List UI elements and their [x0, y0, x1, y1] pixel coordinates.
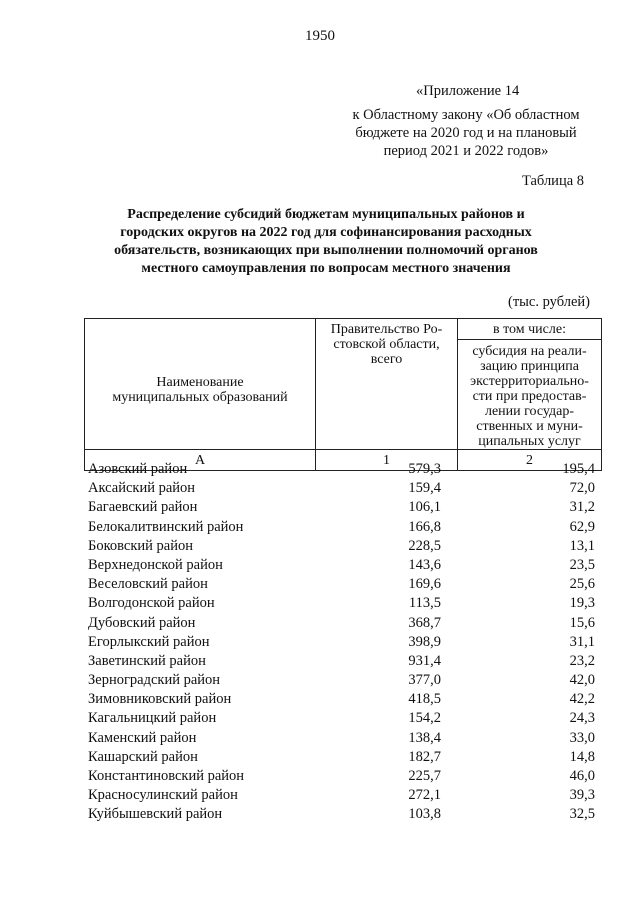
header-gov-line-2: стовской области,	[333, 337, 440, 352]
header-subsidy-line-6: ственных и муни-	[476, 419, 583, 434]
table-row	[88, 633, 598, 652]
row-total: 138,4	[408, 729, 441, 746]
table-row	[88, 518, 598, 537]
header-name-cell	[85, 319, 316, 450]
table-row	[88, 556, 598, 575]
table-row	[88, 748, 598, 767]
row-subsidy: 33,0	[569, 729, 595, 746]
header-index-a: А	[85, 450, 316, 471]
title-line-4: местного самоуправления по вопросам местного значения	[141, 261, 511, 276]
table-row	[88, 479, 598, 498]
row-name: Азовский район	[88, 461, 188, 477]
header-index-2: 2	[458, 450, 602, 471]
table-row	[88, 537, 598, 556]
table-row	[88, 614, 598, 633]
row-name: Багаевский район	[88, 499, 198, 516]
row-name: Красносулинский район	[88, 787, 238, 804]
row-total: 113,5	[408, 595, 441, 612]
row-subsidy: 72,0	[569, 480, 595, 497]
header-gov-line-1: Правительство Ро-	[330, 322, 443, 337]
row-total: 228,5	[408, 537, 441, 554]
row-subsidy: 31,2	[569, 499, 595, 516]
annex-line-2: бюджете на 2020 год и на плановый	[355, 125, 577, 141]
row-subsidy: 23,2	[569, 652, 595, 669]
table-row	[88, 729, 598, 748]
header-name-line-1: Наименование	[156, 375, 244, 390]
row-total: 377,0	[408, 672, 441, 689]
table-row	[88, 460, 598, 479]
row-name: Каменский район	[88, 729, 197, 746]
row-name: Белокалитвинский район	[88, 518, 244, 535]
header-name-line-2: муниципальных образований	[112, 390, 288, 405]
row-name: Зерноградский район	[88, 672, 221, 689]
row-name: Заветинский район	[88, 652, 206, 669]
row-total: 166,8	[408, 518, 441, 535]
row-subsidy: 15,6	[569, 614, 595, 631]
row-name: Волгодонской район	[88, 595, 215, 612]
header-subsidy-line-2: зацию принципа	[480, 359, 579, 374]
row-subsidy: 24,3	[569, 710, 595, 727]
annex-line-1: к Областному закону «Об областном	[352, 107, 580, 123]
table-body	[88, 460, 598, 825]
row-name: Веселовский район	[88, 576, 208, 593]
row-total: 225,7	[408, 768, 441, 784]
row-subsidy: 14,8	[569, 748, 595, 765]
row-name: Егорлыкский район	[88, 633, 210, 650]
row-total: 579,3	[408, 461, 441, 477]
row-subsidy: 19,3	[569, 595, 595, 612]
header-subsidy-cell	[458, 340, 602, 450]
header-gov-cell	[316, 319, 458, 450]
row-total: 154,2	[408, 710, 441, 727]
row-name: Константиновский район	[88, 768, 245, 784]
row-subsidy: 32,5	[569, 806, 595, 823]
annex-line-3: период 2021 и 2022 годов»	[383, 143, 549, 159]
table-row	[88, 498, 598, 517]
title-line-1: Распределение субсидий бюджетам муниципальных районов и	[127, 207, 525, 222]
title-line-2: городских округов на 2022 год для софинансирования расходных	[120, 225, 532, 240]
header-subsidy-line-5: лении государ-	[484, 404, 575, 419]
table-row	[88, 767, 598, 786]
row-name: Зимовниковский район	[88, 691, 232, 708]
row-total: 272,1	[408, 787, 441, 804]
row-subsidy: 195,4	[562, 461, 595, 477]
row-total: 418,5	[408, 691, 441, 708]
row-name: Кашарский район	[88, 748, 198, 765]
row-total: 182,7	[408, 748, 441, 765]
row-subsidy: 31,1	[569, 633, 595, 650]
table-header	[84, 318, 602, 471]
table-row	[88, 805, 598, 824]
table-row	[88, 690, 598, 709]
row-subsidy: 62,9	[569, 518, 595, 535]
row-name: Верхнедонской район	[88, 556, 223, 573]
row-name: Куйбышевский район	[88, 806, 223, 823]
units-label: (тыс. рублей)	[508, 294, 590, 310]
header-including-cell: в том числе:	[458, 319, 602, 340]
row-subsidy: 23,5	[569, 556, 595, 573]
table-row	[88, 671, 598, 690]
row-name: Аксайский район	[88, 480, 196, 497]
header-subsidy-line-7: ципальных услуг	[478, 434, 581, 449]
row-subsidy: 46,0	[569, 768, 595, 784]
table-row	[88, 786, 598, 805]
header-subsidy-line-1: субсидия на реали-	[472, 344, 587, 359]
row-subsidy: 42,0	[569, 672, 595, 689]
table-row	[88, 575, 598, 594]
row-name: Кагальницкий район	[88, 710, 217, 727]
header-gov-line-3: всего	[370, 352, 403, 367]
row-total: 931,4	[408, 652, 441, 669]
row-name: Боковский район	[88, 537, 193, 554]
annex-reference	[330, 106, 602, 160]
document-title	[96, 206, 556, 278]
row-total: 159,4	[408, 480, 441, 497]
row-subsidy: 13,1	[569, 537, 595, 554]
table-label: Таблица 8	[522, 173, 585, 189]
table-row	[88, 652, 598, 671]
row-subsidy: 25,6	[569, 576, 595, 593]
page-number: 1950	[305, 28, 335, 44]
row-total: 143,6	[408, 556, 441, 573]
table-row	[88, 709, 598, 728]
header-subsidy-line-4: сти при предостав-	[472, 389, 587, 404]
row-total: 169,6	[408, 576, 441, 593]
header-index-1: 1	[316, 450, 458, 471]
row-subsidy: 39,3	[569, 787, 595, 804]
row-total: 368,7	[408, 614, 441, 631]
header-subsidy-line-3: экстерриториально-	[470, 374, 589, 389]
row-total: 398,9	[408, 633, 441, 650]
row-name: Дубовский район	[88, 614, 196, 631]
table-row	[88, 594, 598, 613]
title-line-3: обязательств, возникающих при выполнении полномочий органов	[114, 243, 538, 258]
row-subsidy: 42,2	[569, 691, 595, 708]
row-total: 106,1	[408, 499, 441, 516]
row-total: 103,8	[408, 806, 441, 823]
annex-title: «Приложение 14	[416, 83, 520, 99]
